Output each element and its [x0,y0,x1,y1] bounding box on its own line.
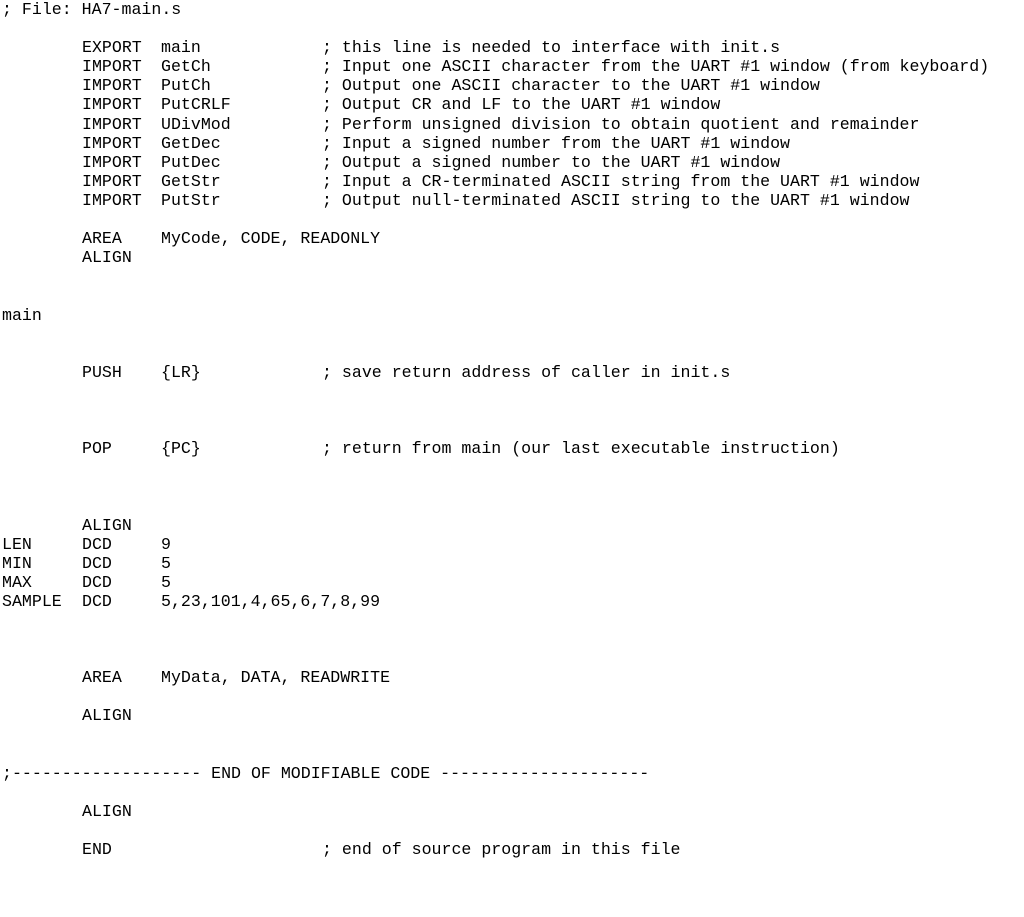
code-line-import [2,57,1022,76]
constant-value: 5 [161,572,171,592]
code-line-import [2,115,1022,134]
directive-area: AREA [82,668,122,688]
push-comment: ; save return address of caller in init.s [322,362,731,382]
directive-import: IMPORT [82,133,142,153]
directive-align: ALIGN [82,515,132,535]
directive-import: IMPORT [82,190,142,210]
code-line-import [2,172,1022,191]
import-symbol: PutStr [161,190,221,210]
code-line-constant [2,535,1022,554]
directive-import: IMPORT [82,171,142,191]
directive-dcd: DCD [82,591,112,611]
code-line-import [2,153,1022,172]
end-of-modifiable-code-comment: ;------------------- END OF MODIFIABLE CODE --------------------- [2,763,650,783]
pop-operand: {PC} [161,439,201,459]
directive-align: ALIGN [82,248,132,268]
instruction-push: PUSH [82,362,122,382]
export-symbol: main [161,38,201,58]
constant-label: LEN [2,534,32,554]
code-line-constant [2,554,1022,573]
import-symbol: GetStr [161,171,221,191]
code-line-align [2,706,1022,725]
constant-value: 5 [161,553,171,573]
directive-dcd: DCD [82,572,112,592]
file-header-comment: ; File: HA7-main.s [2,0,182,19]
push-operand: {LR} [161,362,201,382]
import-symbol: GetCh [161,57,211,77]
code-line-constant [2,573,1022,592]
import-symbol: PutCRLF [161,95,231,115]
import-comment: ; Output null-terminated ASCII string to the UART #1 window [322,190,910,210]
code-line-import [2,95,1022,114]
code-line-end [2,840,1022,859]
code-line-pop [2,439,1022,458]
directive-align: ALIGN [82,706,132,726]
area-args: MyData, DATA, READWRITE [161,668,391,688]
constant-label: MIN [2,553,32,573]
directive-dcd: DCD [82,534,112,554]
code-line-main-label [2,306,1022,325]
code-line-export [2,38,1022,57]
code-line-area-data [2,668,1022,687]
directive-import: IMPORT [82,114,142,134]
import-comment: ; Output one ASCII character to the UART #1 window [322,76,820,96]
import-comment: ; Output a signed number to the UART #1 window [322,152,781,172]
import-symbol: PutCh [161,76,211,96]
code-line-end-marker [2,764,1022,783]
end-comment: ; end of source program in this file [322,840,681,860]
code-line-constant [2,592,1022,611]
import-comment: ; Perform unsigned division to obtain quotient and remainder [322,114,920,134]
code-line [2,0,1022,19]
directive-area: AREA [82,229,122,249]
directive-import: IMPORT [82,152,142,172]
source-code-listing [2,0,1022,859]
constant-label: MAX [2,572,32,592]
import-comment: ; Input one ASCII character from the UART #1 window (from keyboard) [322,57,990,77]
directive-align: ALIGN [82,801,132,821]
directive-end: END [82,840,112,860]
code-line-area-code [2,229,1022,248]
code-line-import [2,76,1022,95]
code-line-align [2,248,1022,267]
pop-comment: ; return from main (our last executable instruction) [322,439,840,459]
code-line-import [2,134,1022,153]
constant-value: 9 [161,534,171,554]
directive-import: IMPORT [82,57,142,77]
import-symbol: PutDec [161,152,221,172]
code-line-align [2,802,1022,821]
import-comment: ; Output CR and LF to the UART #1 window [322,95,721,115]
export-comment: ; this line is needed to interface with init.s [322,38,781,58]
area-args: MyCode, CODE, READONLY [161,229,381,249]
code-line-import [2,191,1022,210]
import-symbol: UDivMod [161,114,231,134]
directive-dcd: DCD [82,553,112,573]
main-label: main [2,305,42,325]
import-comment: ; Input a CR-terminated ASCII string from the UART #1 window [322,171,920,191]
import-comment: ; Input a signed number from the UART #1 window [322,133,791,153]
code-line-align [2,516,1022,535]
code-line-push [2,363,1022,382]
directive-import: IMPORT [82,95,142,115]
constant-label: SAMPLE [2,591,62,611]
directive-export: EXPORT [82,38,142,58]
directive-import: IMPORT [82,76,142,96]
constant-value: 5,23,101,4,65,6,7,8,99 [161,591,381,611]
import-symbol: GetDec [161,133,221,153]
instruction-pop: POP [82,439,112,459]
